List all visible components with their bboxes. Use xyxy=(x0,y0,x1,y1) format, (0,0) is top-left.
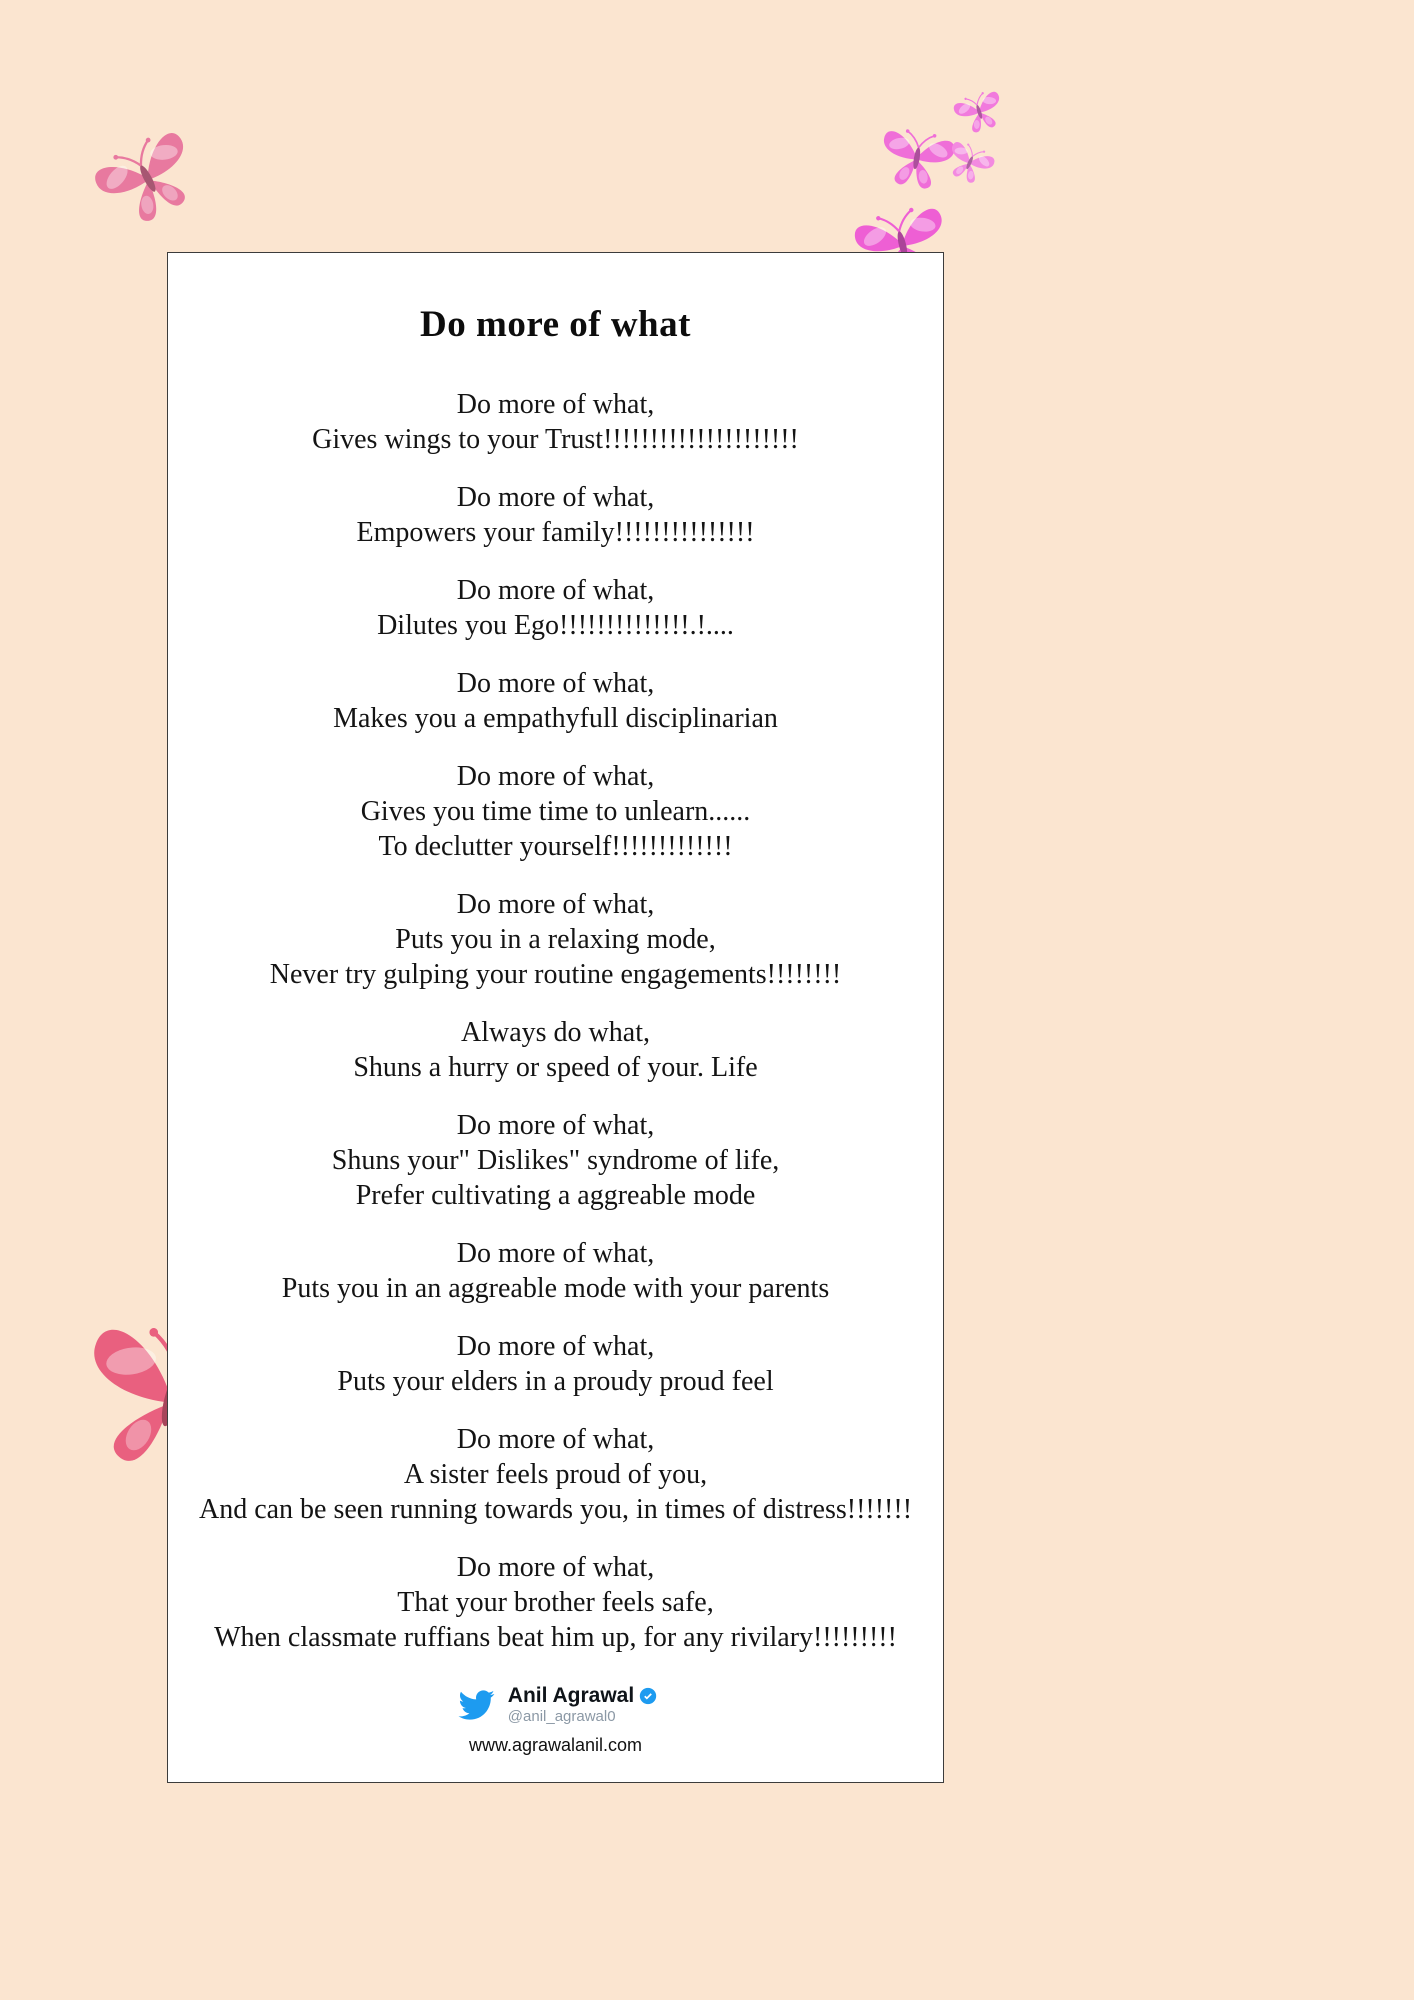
poem-line: A sister feels proud of you, xyxy=(403,1459,708,1490)
page-title: Do more of what xyxy=(420,304,691,345)
attribution-footer xyxy=(168,1684,943,1756)
poem-line: Gives wings to your Trust!!!!!!!!!!!!!!!!!!!!! xyxy=(312,424,799,455)
poem-line: Shuns a hurry or speed of your. Life xyxy=(353,1052,758,1083)
stanza xyxy=(178,1015,933,1085)
poem-line: Puts you in a relaxing mode, xyxy=(395,924,716,955)
twitter-attribution xyxy=(454,1684,657,1726)
poem-line: Prefer cultivating a aggreable mode xyxy=(355,1180,756,1211)
butterfly-top-left xyxy=(73,103,222,252)
twitter-bird-icon xyxy=(454,1686,498,1724)
poem-line: Always do what, xyxy=(461,1017,650,1048)
poem-line: Do more of what, xyxy=(456,1110,655,1141)
stanza xyxy=(178,1236,933,1306)
poem-line: And can be seen running towards you, in times of distress!!!!!!! xyxy=(198,1494,913,1525)
poem-line: Do more of what, xyxy=(456,1331,655,1362)
poem-line: Dilutes you Ego!!!!!!!!!!!!!!.!.... xyxy=(377,610,734,641)
poem-line: Do more of what, xyxy=(456,1552,655,1583)
stanza xyxy=(178,887,933,992)
poem-line: Do more of what, xyxy=(456,1424,655,1455)
poem-body xyxy=(168,387,943,1655)
verified-badge-icon xyxy=(639,1687,657,1705)
author-website: www.agrawalanil.com xyxy=(468,1735,643,1755)
stanza xyxy=(178,666,933,736)
stanza xyxy=(178,1422,933,1527)
poem-line: Makes you a empathyfull disciplinarian xyxy=(333,703,778,734)
stanza xyxy=(178,1550,933,1655)
poem-line: Puts your elders in a proudy proud feel xyxy=(337,1366,774,1397)
stanza xyxy=(178,573,933,643)
poem-line: Gives you time time to unlearn...... xyxy=(360,796,751,827)
poem-line: When classmate ruffians beat him up, for any rivilary!!!!!!!!! xyxy=(214,1622,897,1653)
poem-line: Shuns your" Dislikes" syndrome of life, xyxy=(331,1145,780,1176)
poem-line: Empowers your family!!!!!!!!!!!!!!! xyxy=(356,517,755,548)
poem-line: To declutter yourself!!!!!!!!!!!!! xyxy=(378,831,733,862)
author-name: Anil Agrawal xyxy=(507,1684,635,1707)
poem-line: Do more of what, xyxy=(456,389,655,420)
poem-line: Do more of what, xyxy=(456,761,655,792)
stanza xyxy=(178,759,933,864)
poem-line: Never try gulping your routine engagements!!!!!!!! xyxy=(269,959,842,990)
twitter-identity xyxy=(508,1684,657,1726)
stanza xyxy=(178,1108,933,1213)
poem-line: Do more of what, xyxy=(456,1238,655,1269)
poem-line: Do more of what, xyxy=(456,575,655,606)
stanza xyxy=(178,387,933,457)
stanza xyxy=(178,480,933,550)
poem-card xyxy=(167,252,944,1783)
poem-line: Do more of what, xyxy=(456,668,655,699)
author-handle: @anil_agrawal0 xyxy=(507,1708,616,1725)
poem-line: Do more of what, xyxy=(456,889,655,920)
stanza xyxy=(178,1329,933,1399)
poem-line: Puts you in an aggreable mode with your parents xyxy=(281,1273,830,1304)
poem-line: Do more of what, xyxy=(456,482,655,513)
poem-line: That your brother feels safe, xyxy=(397,1587,714,1618)
